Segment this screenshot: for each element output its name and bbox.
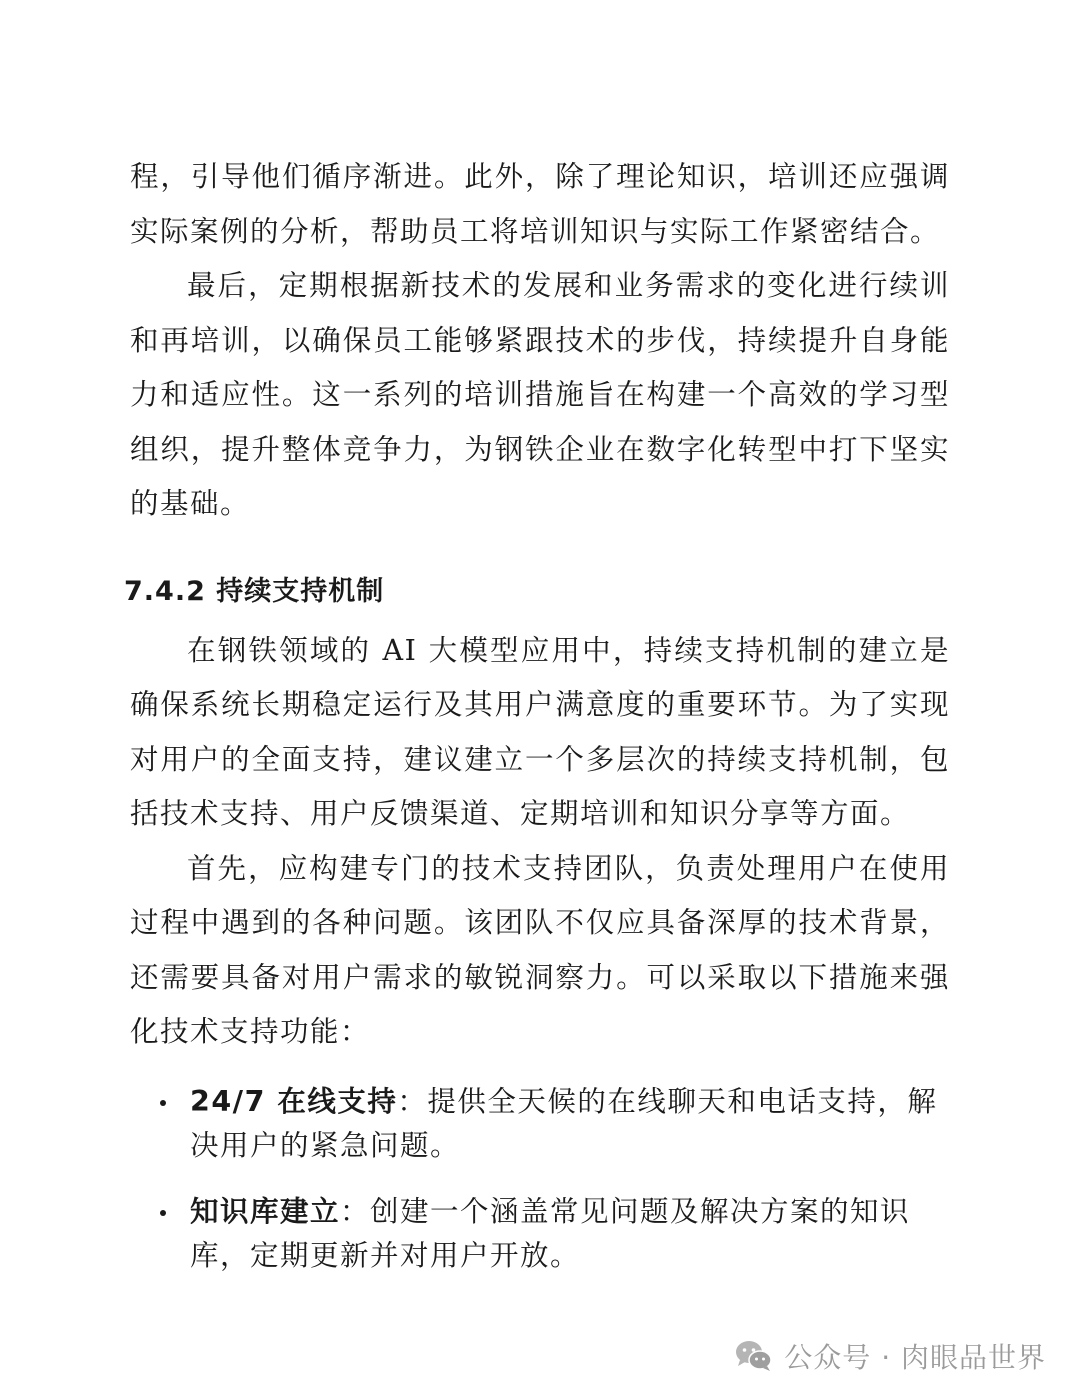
- bullet-dot-icon: [160, 1100, 166, 1106]
- document-page: [124, 150, 950, 1300]
- section-heading: 7.4.2 持续支持机制: [124, 575, 385, 607]
- paragraph-support-intro: 在钢铁领域的 AI 大模型应用中，持续支持机制的建立是确保系统长期稳定运行及其用户满意度的重要环节。为了实现对用户的全面支持，建议建立一个多层次的持续支持机制，包括技术支持、用户反馈渠道、定期培训和知识分享等方面。: [130, 633, 950, 830]
- list-item: [130, 1190, 950, 1278]
- bullet-text: ：提供全天候的在线聊天和电话支持，解决用户的紧急问题。: [190, 1084, 938, 1162]
- bullet-term: 知识库建立: [190, 1194, 341, 1228]
- list-item: [130, 1080, 950, 1168]
- bullet-text: ：创建一个涵盖常见问题及解决方案的知识库，定期更新并对用户开放。: [190, 1194, 911, 1272]
- paragraph-retraining: 最后，定期根据新技术的发展和业务需求的变化进行续训和再培训，以确保员工能够紧跟技术的步伐，持续提升自身能力和适应性。这一系列的培训措施旨在构建一个高效的学习型组织，提升整体竞争力，为钢铁企业在数字化转型中打下坚实的基础。: [130, 269, 950, 520]
- wechat-icon: [734, 1338, 774, 1374]
- paragraph-continued: 程，引导他们循序渐进。此外，除了理论知识，培训还应强调实际案例的分析，帮助员工将培训知识与实际工作紧密结合。: [130, 160, 950, 248]
- bullet-dot-icon: [160, 1210, 166, 1216]
- watermark: [734, 1336, 1046, 1376]
- bullet-list: [130, 1080, 950, 1278]
- watermark-text: 公众号 · 肉眼品世界: [784, 1341, 1046, 1374]
- bullet-term: 24/7 在线支持: [190, 1084, 398, 1118]
- paragraph-support-team: 首先，应构建专门的技术支持团队，负责处理用户在使用过程中遇到的各种问题。该团队不仅应具备深厚的技术背景，还需要具备对用户需求的敏锐洞察力。可以采取以下措施来强化技术支持功能：: [130, 851, 950, 1048]
